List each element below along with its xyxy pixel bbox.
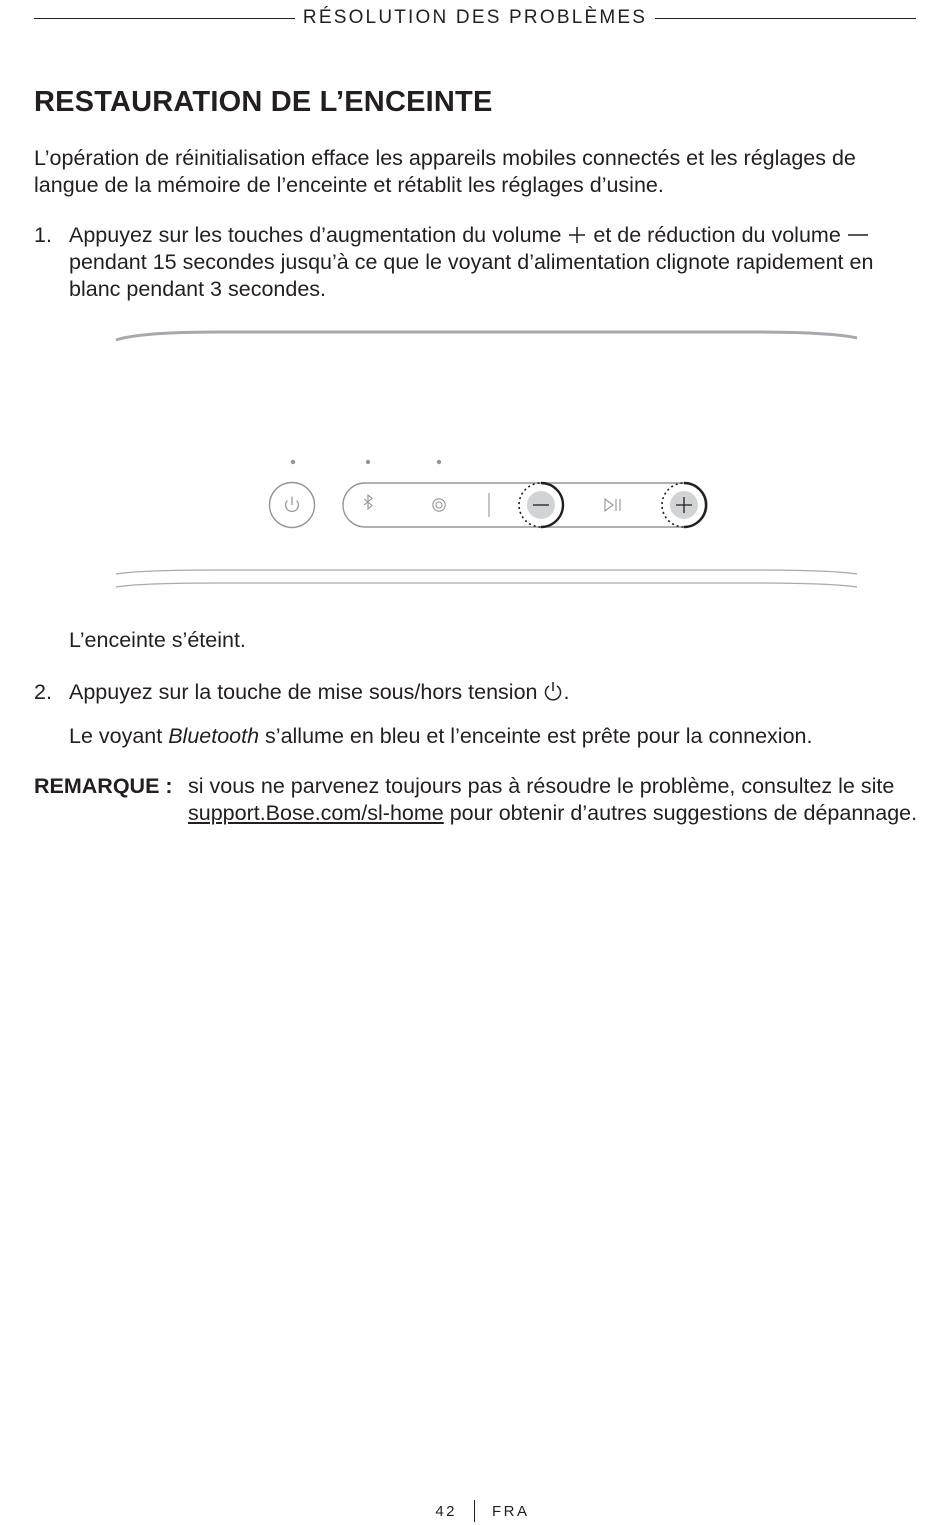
step-1-number: 1. [34,223,52,247]
header-rule-right [655,18,916,19]
section-title: RÉSOLUTION DES PROBLÈMES [302,7,648,28]
speaker-top-illustration [100,320,870,600]
power-icon [543,680,563,704]
language-code: FRA [492,1503,530,1520]
bluetooth-term: Bluetooth [168,724,260,748]
section-header [34,6,916,30]
minus-icon [847,223,869,247]
note-text: si vous ne parvenez toujours pas à résoudre le problème, consultez le site support.Bose.com/sl-home pour obtenir d’autres suggestions de dépannage. [188,774,918,825]
note-label: REMARQUE : [34,774,173,798]
intro-paragraph: L’opération de réinitialisation efface les appareils mobiles connectés et les réglages de langue de la mémoire de l’enceinte et rétablit les réglages d’usine. [34,146,856,197]
step-2-number: 2. [34,680,52,704]
page-title: RESTAURATION DE L’ENCEINTE [34,86,493,118]
step-2-text: Appuyez sur la touche de mise sous/hors tension . [69,680,570,704]
step-1-text: Appuyez sur les touches d’augmentation du volume et de réduction du volume pendant 15 secondes jusqu’à ce que le voyant d’alimentation clignote rapidement en blanc pendant 3 secondes. [69,223,874,301]
plus-icon [567,223,587,247]
header-rule-left [34,18,295,19]
support-link[interactable]: support.Bose.com/sl-home [188,801,444,825]
page-footer [0,1500,950,1524]
power-button[interactable] [270,483,315,528]
footer-separator [474,1500,475,1522]
page-number: 42 [435,1503,457,1520]
